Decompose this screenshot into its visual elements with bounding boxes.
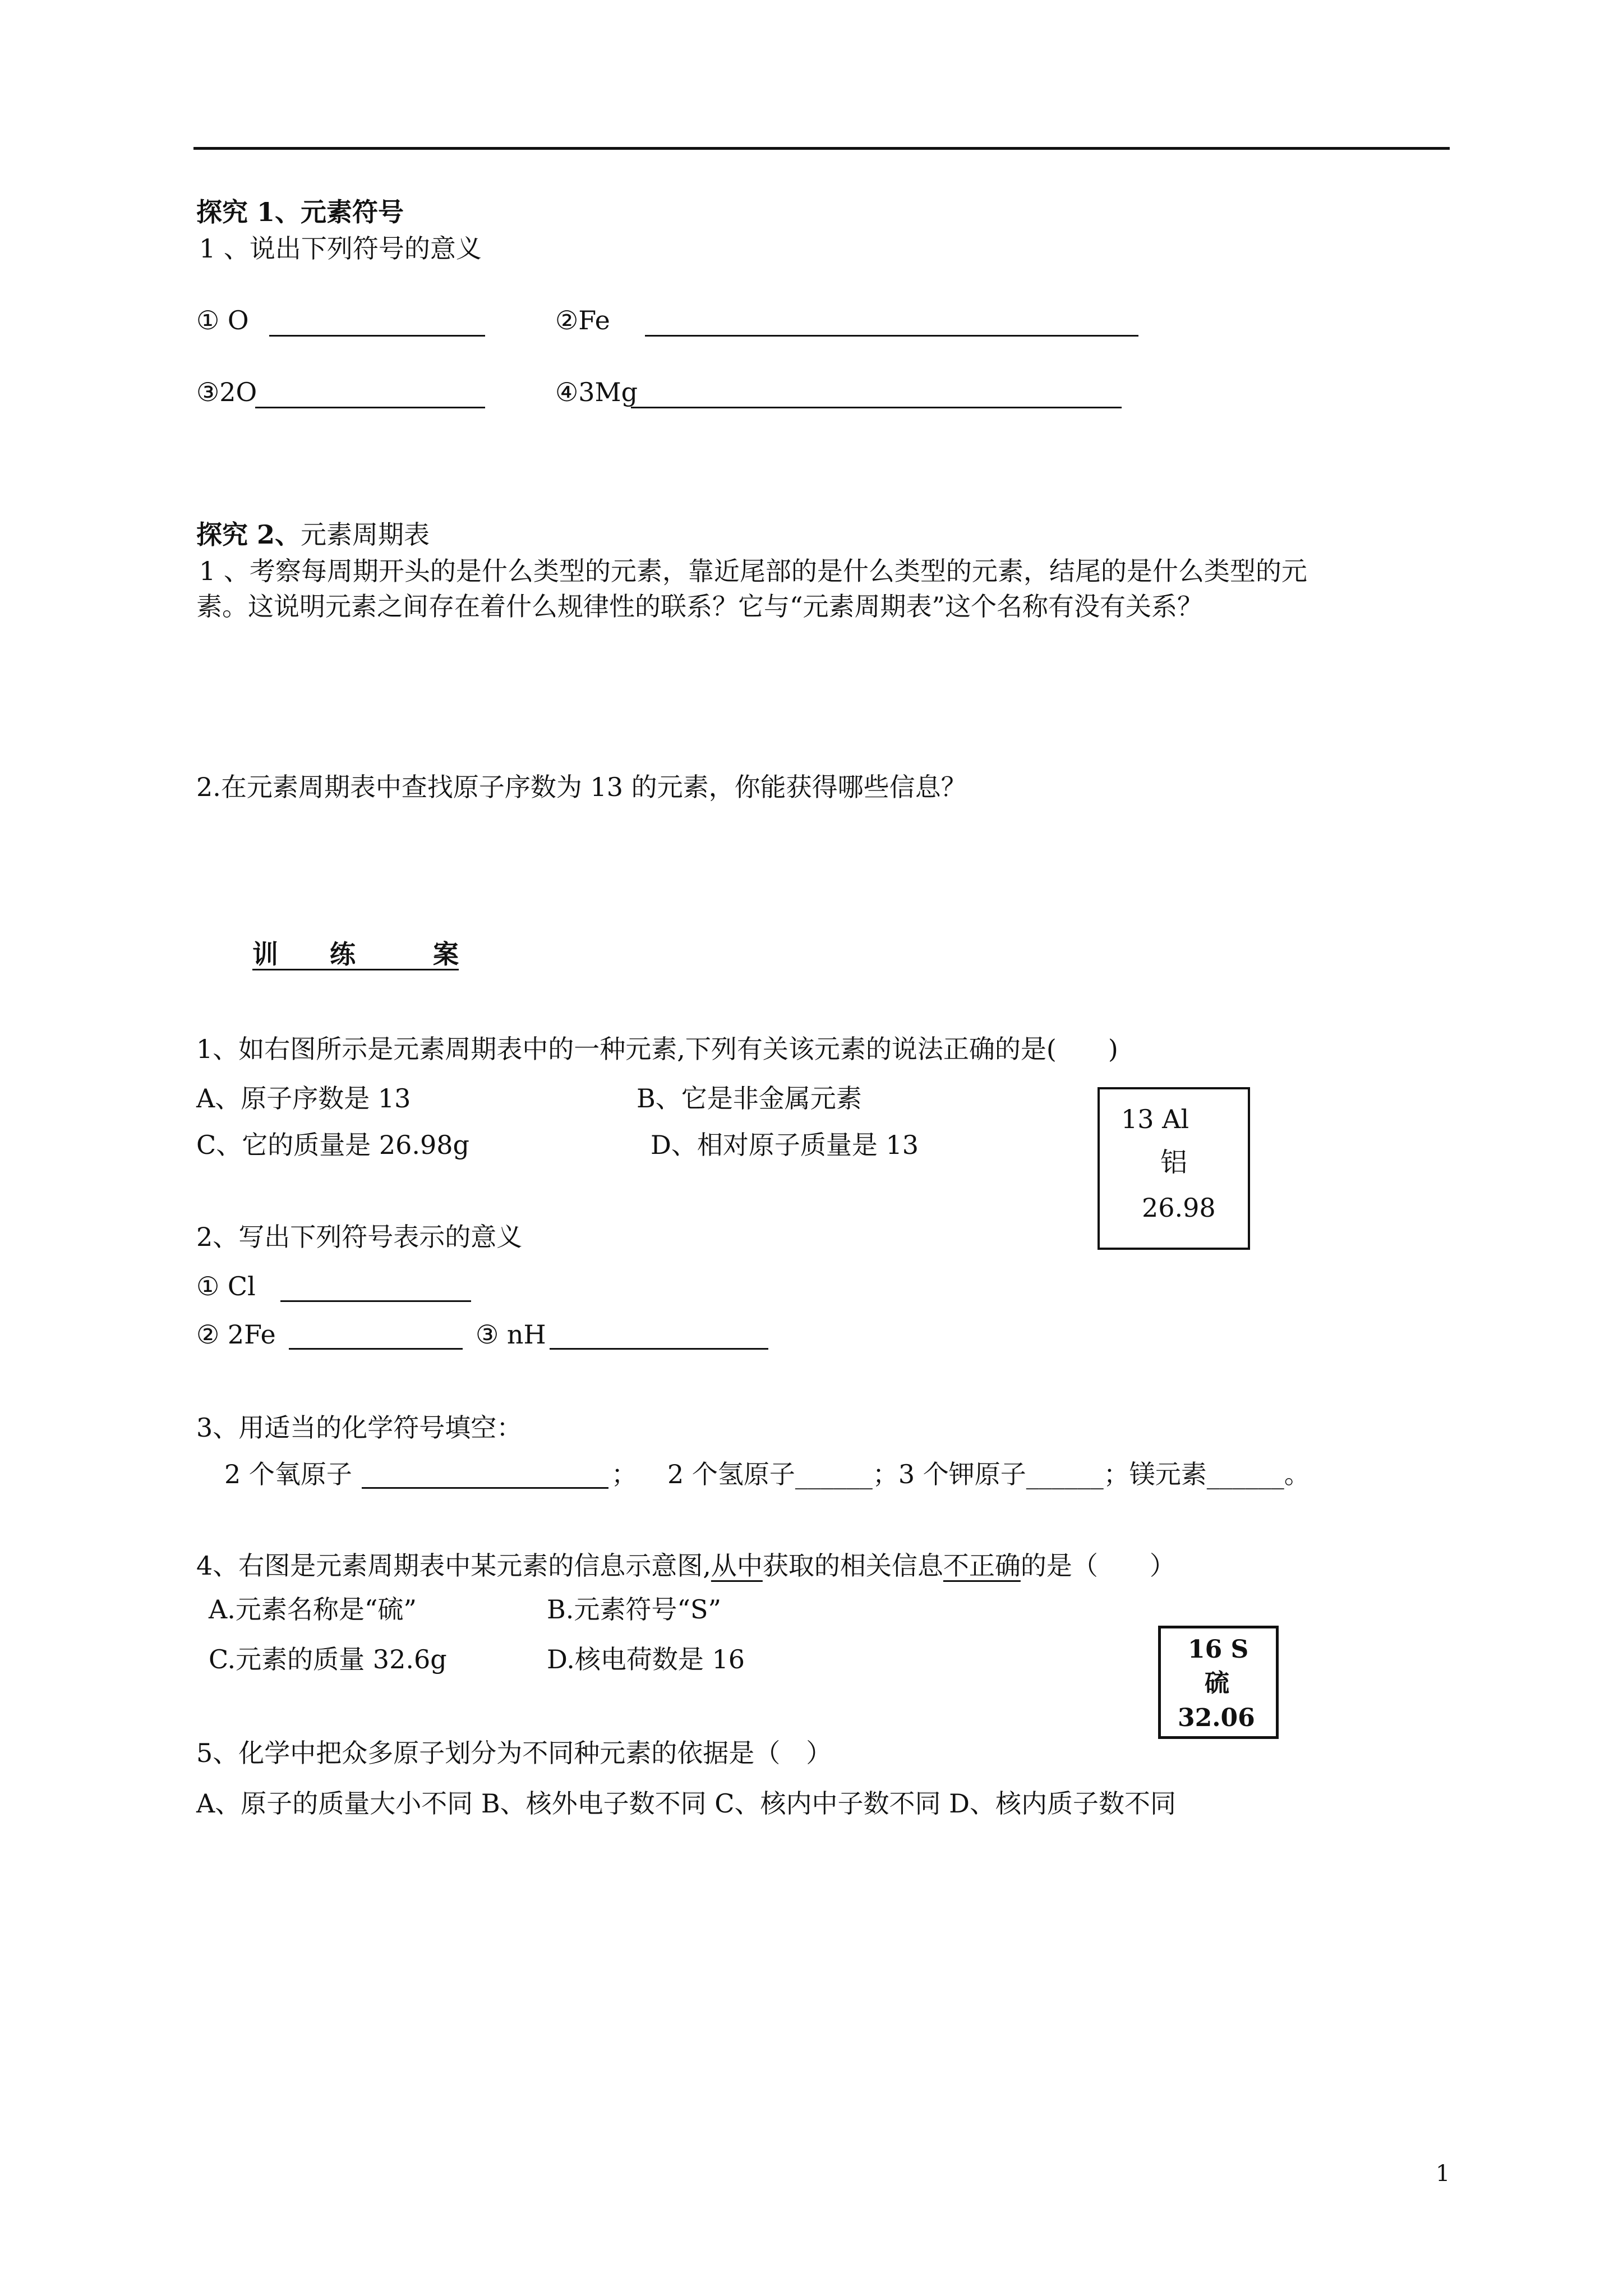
page-number: 1	[1436, 2161, 1450, 2187]
s-mass: 32.06	[1178, 1704, 1255, 1732]
q2-item-2: ② 2Fe	[196, 1319, 276, 1350]
section2-question1-line1: 1 、考察每周期开头的是什么类型的元素，靠近尾部的是什么类型的元素，结尾的是什么类型的元	[199, 556, 1307, 586]
symbol-item-1: ① O	[196, 305, 249, 335]
answer-line-4[interactable]	[631, 407, 1122, 408]
symbol-item-2: ②Fe	[555, 305, 610, 335]
q2-item-3: ③ nH	[476, 1319, 546, 1350]
q1-option-b: B、它是非金属元素	[637, 1083, 862, 1114]
q1-option-a: A、原子序数是 13	[196, 1083, 411, 1114]
training-heading: 训 练 案	[252, 939, 459, 969]
q3-answer-line-1[interactable]	[362, 1487, 608, 1489]
al-mass: 26.98	[1142, 1193, 1216, 1223]
sulfur-element-card	[1158, 1626, 1279, 1739]
section2-question2: 2.在元素周期表中查找原子序数为 13 的元素，你能获得哪些信息？	[196, 772, 967, 802]
section2-question1-line2: 素。这说明元素之间存在着什么规律性的联系？它与“元素周期表”这个名称有没有关系？	[196, 591, 1204, 622]
training-q3-stem: 3、用适当的化学符号填空：	[196, 1412, 523, 1443]
answer-line-3[interactable]	[255, 407, 485, 408]
training-q5-stem: 5、化学中把众多原子划分为不同种元素的依据是（ ）	[196, 1738, 832, 1768]
answer-line-1[interactable]	[269, 335, 485, 337]
q2-answer-line-2[interactable]	[289, 1348, 463, 1350]
symbol-item-3: ③2O	[196, 377, 257, 407]
q3-part-1: 2 个氧原子	[224, 1459, 352, 1489]
q4-option-d: D.核电荷数是 16	[547, 1644, 745, 1674]
training-q1-stem: 1、如右图所示是元素周期表中的一种元素,下列有关该元素的说法正确的是( )	[196, 1034, 1118, 1064]
answer-line-2[interactable]	[645, 335, 1138, 337]
q3-part-3: 2 个氢原子______；3 个钾原子______；镁元素______。	[667, 1459, 1310, 1489]
al-name: 铝	[1160, 1147, 1188, 1178]
q1-option-c: C、它的质量是 26.98g	[196, 1130, 469, 1160]
symbol-item-4: ④3Mg	[555, 377, 638, 407]
q4-option-a: A.元素名称是“硫”	[209, 1594, 417, 1625]
training-q2-stem: 2、写出下列符号表示的意义	[196, 1222, 523, 1252]
aluminum-element-card	[1098, 1087, 1250, 1250]
q3-part-2: ；	[611, 1459, 637, 1489]
q2-answer-line-1[interactable]	[280, 1300, 471, 1302]
q2-item-1: ① Cl	[196, 1271, 256, 1301]
q4-option-b: B.元素符号“S”	[547, 1594, 721, 1625]
s-name: 硫	[1205, 1669, 1229, 1697]
s-number-symbol: 16 S	[1188, 1635, 1249, 1664]
section2-title: 探究 2、元素周期表	[196, 519, 430, 550]
q2-answer-line-3[interactable]	[550, 1348, 768, 1350]
q4-option-c: C.元素的质量 32.6g	[209, 1644, 447, 1674]
section1-question: 1 、说出下列符号的意义	[199, 233, 482, 264]
section1-title: 探究 1、元素符号	[196, 197, 404, 227]
q1-option-d: D、相对原子质量是 13	[651, 1130, 919, 1160]
header-rule	[193, 147, 1450, 150]
training-q4-stem: 4、右图是元素周期表中某元素的信息示意图,从中获取的相关信息不正确的是（ ）	[196, 1550, 1175, 1581]
q5-options: A、原子的质量大小不同 B、核外电子数不同 C、核内中子数不同 D、核内质子数不同	[196, 1788, 1176, 1819]
al-number-symbol: 13 Al	[1121, 1104, 1189, 1134]
